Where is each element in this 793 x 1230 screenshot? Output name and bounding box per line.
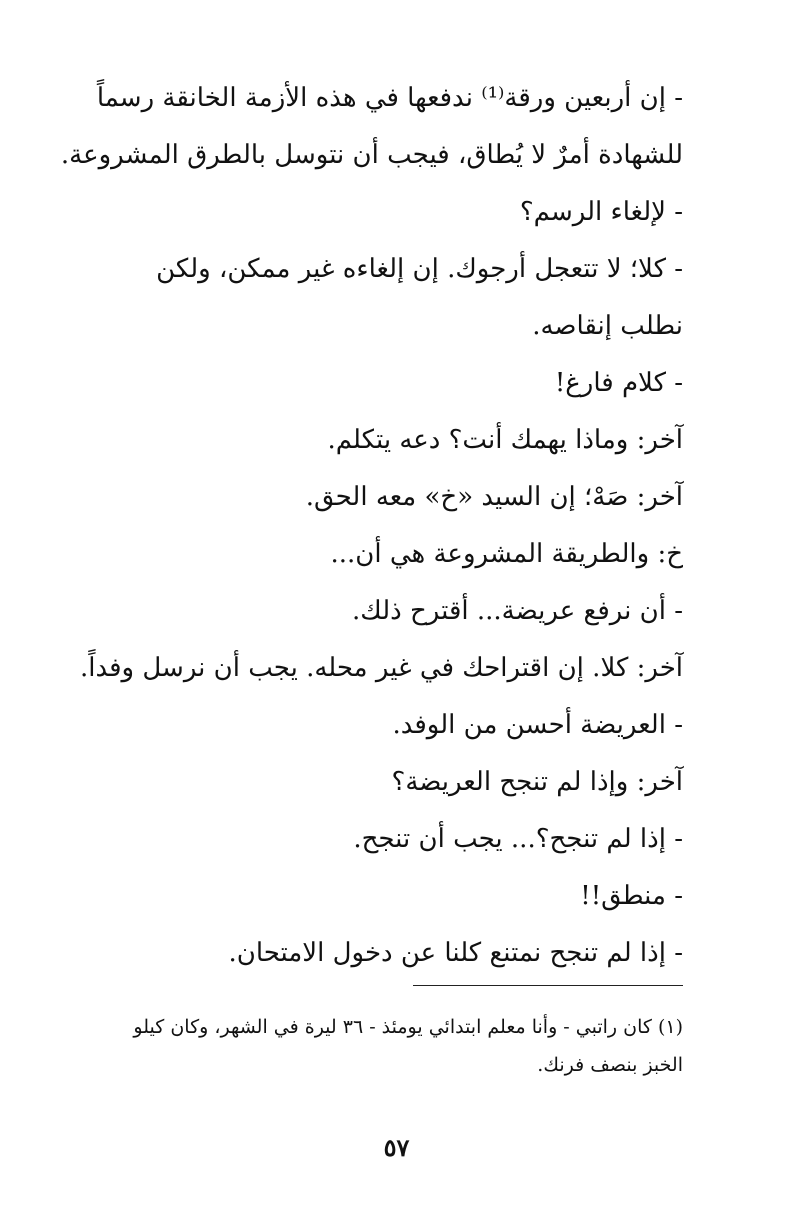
paragraph	[90, 697, 683, 754]
text-line: - أن نرفع عريضة... أقترح ذلك.	[352, 596, 683, 626]
paragraph	[60, 70, 683, 184]
footnote	[90, 1008, 683, 1084]
paragraph	[90, 925, 683, 982]
text-line: آخر: كلا. إن اقتراحك في غير محله. يجب أن نرسل وفداً.	[79, 653, 683, 683]
text-line: آخر: وإذا لم تنجح العريضة؟	[391, 767, 683, 797]
paragraph	[90, 583, 683, 640]
paragraph	[90, 241, 683, 355]
text-line: - كلا؛ لا تتعجل أرجوك. إن إلغاءه غير ممكن، ولكن	[156, 254, 683, 284]
text-line: نطلب إنقاصه.	[532, 311, 683, 341]
text-line: - كلام فارغ!	[554, 368, 683, 398]
footnote-line: (١) كان راتبي - وأنا معلم ابتدائي يومئذ - ٣٦ ليرة في الشهر، وكان كيلو	[133, 1016, 683, 1038]
paragraph	[90, 526, 683, 583]
text-line: - إذا لم تنجح؟... يجب أن تنجح.	[353, 824, 683, 854]
body-text	[60, 70, 683, 982]
paragraph	[79, 640, 683, 697]
paragraph	[90, 469, 683, 526]
paragraph	[90, 355, 683, 412]
paragraph	[90, 868, 683, 925]
text-line: خ: والطريقة المشروعة هي أن...	[330, 539, 683, 569]
paragraph	[90, 811, 683, 868]
text-line: آخر: وماذا يهمك أنت؟ دعه يتكلم.	[327, 425, 683, 455]
text-line: - لإلغاء الرسم؟	[519, 197, 683, 227]
paragraph	[90, 754, 683, 811]
text-line: - منطق!!	[580, 881, 683, 911]
paragraph	[90, 184, 683, 241]
footnote-divider	[413, 985, 683, 986]
footnote-line: الخبز بنصف فرنك.	[537, 1054, 683, 1076]
page-number: ٥٧	[383, 1133, 410, 1162]
text-line: - إن أربعين ورقة⁽¹⁾ ندفعها في هذه الأزمة الخانقة رسماً	[96, 83, 683, 113]
text-line: - إذا لم تنجح نمتنع كلنا عن دخول الامتحان.	[228, 938, 683, 968]
text-line: آخر: صَهْ؛ إن السيد «خ» معه الحق.	[305, 482, 683, 512]
paragraph	[90, 412, 683, 469]
text-line: - العريضة أحسن من الوفد.	[392, 710, 683, 740]
text-line: للشهادة أمرٌ لا يُطاق، فيجب أن نتوسل بالطرق المشروعة.	[60, 140, 683, 170]
